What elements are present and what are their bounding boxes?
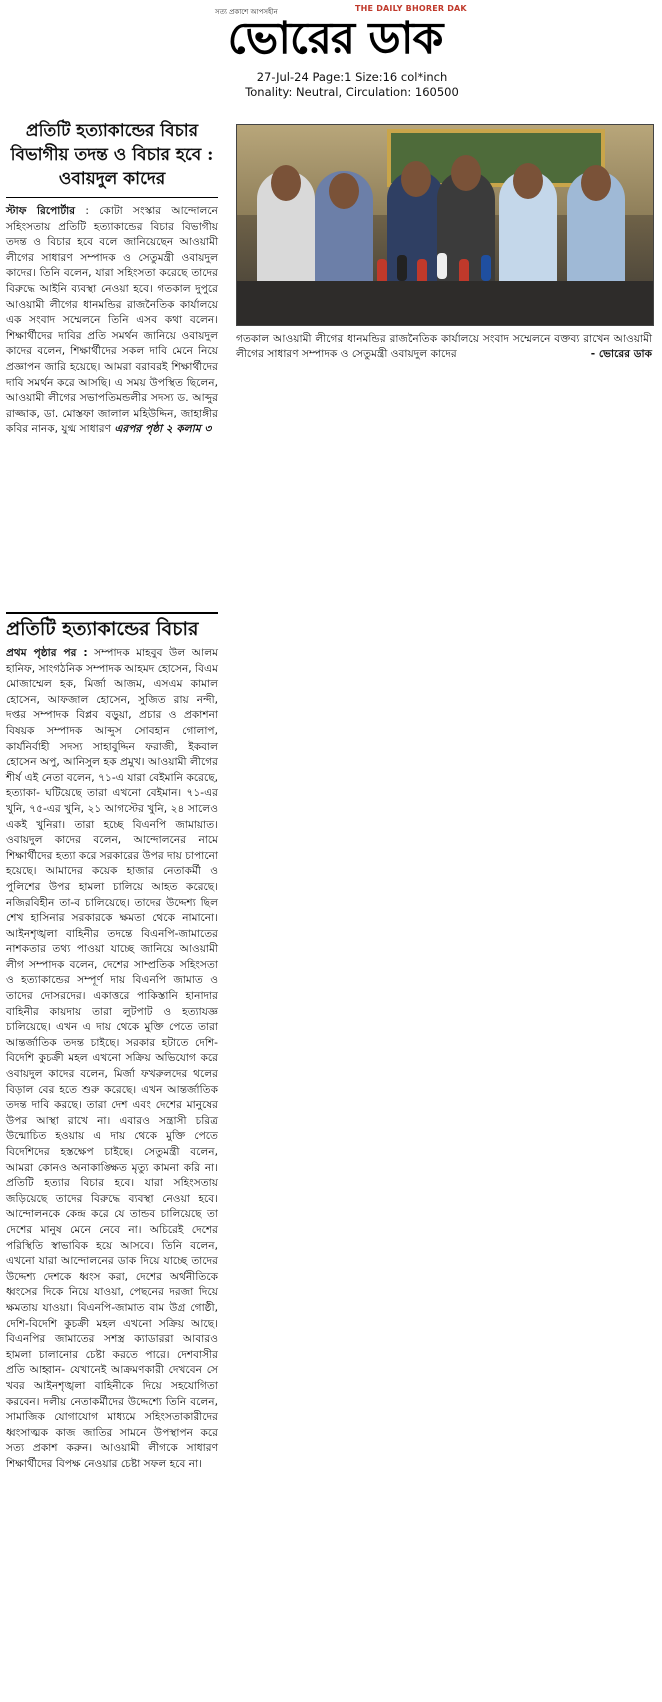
photo-head bbox=[451, 155, 481, 191]
photo-microphone bbox=[437, 253, 447, 279]
photo-table bbox=[237, 281, 653, 325]
photo-microphone bbox=[397, 255, 407, 281]
photo-head bbox=[329, 173, 359, 209]
clipping-meta bbox=[232, 70, 472, 100]
article-body bbox=[6, 204, 218, 438]
photo-head bbox=[513, 163, 543, 199]
continuation-article bbox=[6, 612, 218, 1472]
photo-caption bbox=[236, 332, 652, 362]
meta-date-page-size: 27-Jul-24 Page:1 Size:16 col*inch bbox=[256, 70, 448, 84]
masthead bbox=[0, 0, 662, 104]
photo-head bbox=[271, 165, 301, 201]
press-conference-photo bbox=[236, 124, 654, 326]
continuation-body bbox=[6, 646, 218, 1472]
photo-head bbox=[401, 161, 431, 197]
meta-tonality-circulation: Tonality: Neutral, Circulation: 160500 bbox=[245, 85, 459, 99]
continuation-headline: প্রতিটি হত্যাকান্ডের বিচার bbox=[6, 612, 218, 642]
newspaper-logo: ভোরের ডাক bbox=[227, 13, 443, 64]
photo-microphone bbox=[481, 255, 491, 281]
photo-block bbox=[236, 124, 652, 362]
headline-divider bbox=[6, 197, 218, 198]
article-byline: স্টাফ রিপোর্টার bbox=[6, 205, 76, 217]
article-headline: প্রতিটি হত্যাকান্ডের বিচার বিভাগীয় তদন্ত ও বিচার হবে : ওবায়দুল কাদের bbox=[10, 121, 214, 189]
masthead-english-name: THE DAILY BHORER DAK bbox=[355, 4, 467, 13]
continuation-body-text: সম্পাদক মাহবুব উল আলম হানিফ, সাংগঠনিক সম্পাদক আহমদ হোসেন, বিএম মোজাম্মেল হক, মির্জা আজম, এসএম কামাল হোসেন, আফজাল হোসেন, সুজিত রায় নন্দী, দপ্তর সম্পাদক বিপ্লব বড়ুয়া, প্রচার ও প্রকাশনা বিষয়ক সম্পাদক আব্দুস সোবহান গোলাপ, কার্যনির্বাহী সদস্য সাহাবুদ্দিন ফরাজী, ইকবাল হোসেন অপু, আনিসুল হক প্রমুখ। আওয়ামী লীগের শীর্ষ এই নেতা বলেন, ৭১-এ যারা বেইমানি করেছে, হত্যাকা- ঘটিয়েছে তারা এখনো বেইমান। ৭১-এর খুনি, ৭৫-এর খুনি, ২১ আগস্টের খুনি, ২৪ সালেও একই খুনিরা। তারা হচ্ছে বিএনপি জামায়াত। ওবায়দুল কাদের বলেন, আন্দোলনের নামে শিক্ষার্থীদের হত্যা করে সরকারের উপর দায় চাপানো হয়েছে। আমাদের কয়েক হাজার নেতাকর্মী ও পুলিশের উপর হামলা চালিয়ে আহত করেছে। নজিরবিহীন তা-ব চালিয়েছে। তাদের উদ্দেশ্য ছিল শেখ হাসিনার সরকারকে ক্ষমতা থেকে নামানো। আইনশৃঙ্খলা বাহিনীর তদন্তে বিএনপি-জামাতের নাশকতার তথ্য পাওয়া যাচ্ছে জানিয়ে আওয়ামী লীগ সম্পাদক বলেন, দেশের সাম্প্রতিক সহিংসতা ও হত্যাকান্ডের সম্পূর্ণ দায় বিএনপি জামাত ও তাদের দোসরদের। একাত্তরে পাকিস্তানি হানাদার বাহিনীর কায়দায় তারা লুটপাট ও হত্যাযজ্ঞ চালিয়েছে। এখন এ দায় থেকে মুক্তি পেতে তারা আন্তর্জাতিক তদন্ত চাইছে। সরকার হটাতে দেশি-বিদেশি কুচক্রী মহল এখনো সক্রিয় অভিযোগ করে ওবায়দুল কাদের বলেন, মির্জা ফখরুলদের থলের বিড়াল বের হতে শুরু করেছে। এখন আন্তর্জাতিক তদন্ত দাবি করছে। তারা দেশ এবং দেশের মানুষের উপর আস্থা রাখে না। এবারও সন্ত্রাসী চরিত্র উন্মোচিত হওয়ায় এ দায় থেকে মুক্তি পেতে বিদেশিদের হস্তক্ষেপ চাইছে। সেতুমন্ত্রী বলেন, আমরা কোনও অনাকাঙ্ক্ষিত মৃত্যু কামনা করি না। প্রতিটি হত্যার বিচার হবে। যারা সহিংসতায় জড়িয়েছে তাদের বিরুদ্ধে ব্যবস্থা নেওয়া হবে। আন্দোলনকে কেন্দ্র করে যে তান্ডব চালিয়েছে তা দেশের মানুষ মেনে নেবে না। অচিরেই দেশের পরিস্থিতি স্বাভাবিক হয়ে আসবে। তিনি বলেন, এখনো যারা আন্দোলনের ডাক দিয়ে যাচ্ছে তাদের উদ্দেশ্য দেশকে ধ্বংস করা, দেশের অর্থনীতিকে ধ্বংসের দিকে নিয়ে যাওয়া, পেছনের দরজা দিয়ে ক্ষমতায় যাওয়া। বিএনপি-জামাত বাম উগ্র গোষ্ঠী, দেশি-বিদেশি কুচক্রী মহল এখনো সক্রিয় আছে। বিএনপির জামাতের সশস্ত্র ক্যাডাররা আবারও হামলা চালানোর চেষ্টা করতে পারে। দেশবাসীর প্রতি আহ্বান- যেখানেই আক্রমণকারী দেখবেন সে খবর আইনশৃঙ্খলা বাহিনীকে দিয়ে সহযোগিতা করবেন। দলীয় নেতাকর্মীদের উদ্দেশ্যে তিনি বলেন, সামাজিক যোগাযোগ মাধ্যমে সহিংসতাকারীদের ধ্বংসাত্মক কাজ জাতির সামনে উপস্থাপন করে সত্য প্রকাশ করুন। আওয়ামী লীগকে সাধারণ শিক্ষার্থীদের বিপক্ষ নেওয়ার চেষ্টা সফল হবে না। bbox=[6, 647, 218, 1470]
continuation-lead: প্রথম পৃষ্ঠার পর : bbox=[6, 647, 88, 659]
photo-caption-text: গতকাল আওয়ামী লীগের ধানমন্ডির রাজনৈতিক কার্যালয়ে সংবাদ সম্মেলনে বক্তব্য রাখেন আওয়ামী লীগের সাধারণ সম্পাদক ও সেতুমন্ত্রী ওবায়দুল কাদের bbox=[236, 333, 652, 360]
masthead-tagline: সত্য প্রকাশে আপসহীন bbox=[215, 8, 278, 16]
article-body-text: : কোটা সংস্কার আন্দোলনে সহিংসতায় প্রতিটি হত্যাকান্ডের বিচার বিভাগীয় তদন্ত ও বিচার হবে বলে জানিয়েছেন আওয়ামী লীগের সাধারণ সম্পাদক ও সেতুমন্ত্রী ওবায়দুল কাদের। তিনি বলেন, যারা সহিংসতা করেছে তাদের বিরুদ্ধে আইনি ব্যবস্থা নেওয়া হবে। গতকাল দুপুরে আওয়ামী লীগের ধানমন্ডির রাজনৈতিক কার্যালয়ে এক সংবাদ সম্মেলনে তিনি এসব কথা বলেন। শিক্ষার্থীদের দাবির প্রতি সমর্থন জানিয়ে ওবায়দুল কাদের বলেন, শিক্ষার্থীদের সকল দাবি মেনে নিয়ে প্রজ্ঞাপন জারি হয়েছে। আমরা বরাবরই শিক্ষার্থীদের দাবি সমর্থন করে আসছি। এ সময় উপস্থিত ছিলেন, আওয়ামী লীগের সভাপতিমন্ডলীর সদস্য ড. আব্দুর রাজ্জাক, ডা. মোস্তফা জালাল মহিউদ্দিন, জাহাঙ্গীর কবির নানক, যুগ্ম সাধারণ bbox=[6, 205, 219, 436]
jump-line: এরপর পৃষ্ঠা ২ কলাম ৩ bbox=[114, 423, 212, 436]
photo-head bbox=[581, 165, 611, 201]
photo-credit: - ভোরের ডাক bbox=[590, 348, 652, 360]
main-article bbox=[6, 115, 218, 438]
